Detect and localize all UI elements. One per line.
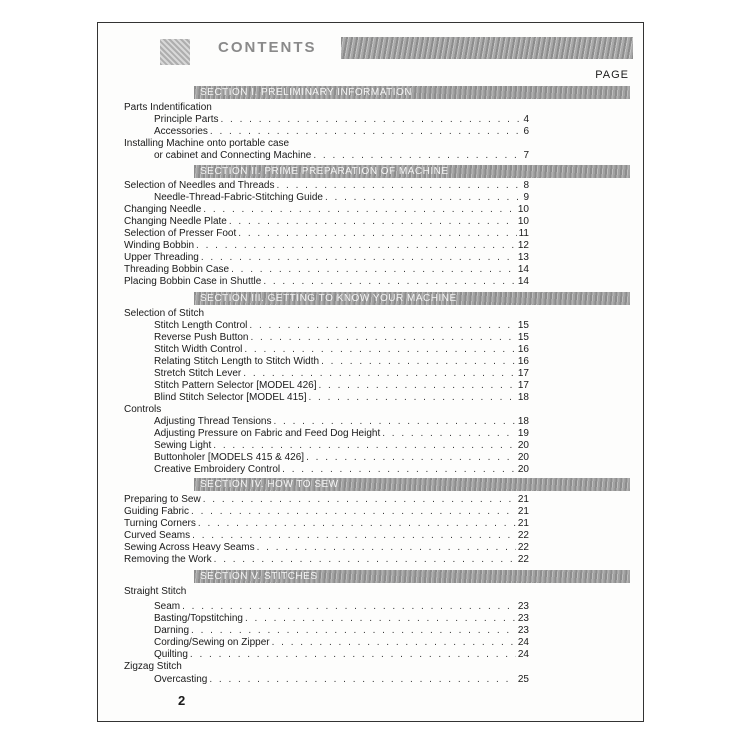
toc-entry-label: Relating Stitch Length to Stitch Width <box>154 356 320 367</box>
dot-leader <box>263 276 516 288</box>
toc-entry-page: 19 <box>517 428 529 439</box>
dot-leader <box>210 126 522 138</box>
toc-entry-label: Adjusting Pressure on Fabric and Feed Dog Height <box>154 428 381 439</box>
toc-group-heading: Straight Stitch <box>124 586 187 597</box>
toc-entry-label: Guiding Fabric <box>124 506 190 517</box>
toc-entry-label: Threading Bobbin Case <box>124 264 230 275</box>
toc-entry-label: Blind Stitch Selector [MODEL 415] <box>154 392 307 403</box>
toc-entry <box>154 637 529 649</box>
section-title: SECTION I. PRELIMINARY INFORMATION <box>200 87 413 98</box>
toc-entry-label: Seam <box>154 601 181 612</box>
toc-entry-page: 23 <box>517 601 529 612</box>
toc-entry <box>154 601 529 613</box>
toc-group-heading: Installing Machine onto portable case <box>124 138 290 149</box>
toc-entry-page: 8 <box>523 180 529 191</box>
toc-entry-label: Stretch Stitch Lever <box>154 368 242 379</box>
toc-entry-label: Needle-Thread-Fabric-Stitching Guide <box>154 192 323 203</box>
section-title: SECTION III. GETTING TO KNOW YOUR MACHINE <box>200 293 457 304</box>
toc-entry-page: 21 <box>517 494 529 505</box>
toc-entry <box>154 428 529 440</box>
dot-leader <box>238 228 516 240</box>
toc-entry-page: 16 <box>517 344 529 355</box>
dot-leader <box>257 542 516 554</box>
toc-entry-label: Sewing Across Heavy Seams <box>124 542 255 553</box>
dot-leader <box>191 625 516 637</box>
toc-entry <box>124 240 529 252</box>
toc-entry-label: or cabinet and Connecting Machine <box>154 150 312 161</box>
toc-group-heading: Zigzag Stitch <box>124 661 182 672</box>
toc-entry <box>154 126 529 138</box>
toc-entry <box>154 392 529 404</box>
toc-entry-page: 6 <box>523 126 529 137</box>
toc-entry-page: 20 <box>517 440 529 451</box>
toc-entry <box>154 150 529 162</box>
toc-entry <box>154 356 529 368</box>
section-header-3 <box>194 292 630 305</box>
dot-leader <box>203 204 516 216</box>
toc-entry <box>154 452 529 464</box>
toc-entry-label: Winding Bobbin <box>124 240 195 251</box>
dot-leader <box>244 344 516 356</box>
dot-leader <box>209 674 516 686</box>
toc-entry-page: 15 <box>517 332 529 343</box>
toc-entry-page: 14 <box>517 264 529 275</box>
toc-entry <box>154 674 529 686</box>
toc-entry <box>154 440 529 452</box>
toc-entry <box>154 649 529 661</box>
section-header-1 <box>194 86 630 99</box>
toc-entry-label: Preparing to Sew <box>124 494 201 505</box>
toc-entry-label: Darning <box>154 625 190 636</box>
dot-leader <box>198 518 516 530</box>
toc-entry-label: Quilting <box>154 649 188 660</box>
toc-entry <box>154 114 529 126</box>
toc-entry-label: Curved Seams <box>124 530 191 541</box>
toc-entry-page: 4 <box>523 114 529 125</box>
dot-leader <box>213 440 516 452</box>
toc-entry <box>124 554 529 566</box>
section-header-5 <box>194 570 630 583</box>
toc-entry-page: 16 <box>517 356 529 367</box>
dot-leader <box>308 392 515 404</box>
page-number: 2 <box>178 693 186 708</box>
toc-group-heading: Selection of Stitch <box>124 308 205 319</box>
toc-entry <box>154 625 529 637</box>
toc-entry-label: Stitch Width Control <box>154 344 243 355</box>
toc-entry-page: 22 <box>517 530 529 541</box>
toc-entry-label: Turning Corners <box>124 518 196 529</box>
toc-entry-page: 21 <box>517 506 529 517</box>
dot-leader <box>306 452 516 464</box>
toc-entry <box>154 380 529 392</box>
dot-leader <box>203 494 516 506</box>
toc-entry <box>124 204 529 216</box>
toc-entry-page: 14 <box>517 276 529 287</box>
dot-leader <box>276 180 521 192</box>
toc-entry-label: Basting/Topstitching <box>154 613 243 624</box>
dot-leader <box>251 332 516 344</box>
dot-leader <box>229 216 516 228</box>
toc-entry <box>124 216 529 228</box>
dot-leader <box>245 613 516 625</box>
toc-entry-label: Principle Parts <box>154 114 219 125</box>
toc-entry <box>154 344 529 356</box>
toc-entry <box>124 542 529 554</box>
toc-entry-label: Selection of Needles and Threads <box>124 180 275 191</box>
toc-entry <box>124 494 529 506</box>
dot-leader <box>196 240 516 252</box>
toc-entry-label: Cording/Sewing on Zipper <box>154 637 270 648</box>
toc-entry-label: Changing Needle Plate <box>124 216 227 227</box>
dot-leader <box>282 464 516 476</box>
toc-entry-page: 9 <box>523 192 529 203</box>
section-title: SECTION II. PRIME PREPARATION OF MACHINE <box>200 166 449 177</box>
toc-entry <box>124 180 529 192</box>
toc-entry-page: 20 <box>517 452 529 463</box>
section-title: SECTION IV. HOW TO SEW <box>200 479 339 490</box>
toc-entry <box>124 518 529 530</box>
toc-entry-label: Placing Bobbin Case in Shuttle <box>124 276 262 287</box>
toc-entry-label: Accessories <box>154 126 208 137</box>
toc-entry-page: 10 <box>517 216 529 227</box>
toc-group-heading: Controls <box>124 404 162 415</box>
dot-leader <box>272 637 516 649</box>
toc-entry-label: Upper Threading <box>124 252 199 263</box>
section-header-4 <box>194 478 630 491</box>
toc-entry-label: Stitch Length Control <box>154 320 248 331</box>
dot-leader <box>190 649 516 661</box>
dot-leader <box>313 150 521 162</box>
toc-entry-page: 20 <box>517 464 529 475</box>
toc-entry-page: 18 <box>517 416 529 427</box>
dot-leader <box>325 192 521 204</box>
dot-leader <box>191 506 516 518</box>
toc-entry-page: 7 <box>523 150 529 161</box>
dot-leader <box>220 114 521 126</box>
toc-entry-label: Stitch Pattern Selector [MODEL 426] <box>154 380 317 391</box>
toc-entry <box>154 320 529 332</box>
toc-entry-page: 23 <box>517 625 529 636</box>
dot-leader <box>231 264 516 276</box>
scan-mark <box>160 39 190 65</box>
toc-entry-page: 25 <box>517 674 529 685</box>
toc-entry <box>154 332 529 344</box>
toc-entry-label: Creative Embroidery Control <box>154 464 281 475</box>
toc-entry <box>124 530 529 542</box>
toc-entry-label: Selection of Presser Foot <box>124 228 237 239</box>
toc-entry-page: 13 <box>517 252 529 263</box>
page-column-label: PAGE <box>595 69 629 81</box>
toc-entry-label: Removing the Work <box>124 554 212 565</box>
toc-entry-page: 24 <box>517 637 529 648</box>
toc-entry-label: Sewing Light <box>154 440 212 451</box>
dot-leader <box>192 530 516 542</box>
toc-entry <box>154 368 529 380</box>
toc-entry-page: 23 <box>517 613 529 624</box>
toc-entry-page: 11 <box>518 228 529 239</box>
toc-entry-label: Reverse Push Button <box>154 332 249 343</box>
toc-entry-label: Adjusting Thread Tensions <box>154 416 272 427</box>
dot-leader <box>201 252 516 264</box>
toc-entry-label: Changing Needle <box>124 204 202 215</box>
toc-entry-page: 22 <box>517 554 529 565</box>
dot-leader <box>243 368 516 380</box>
toc-entry-page: 10 <box>517 204 529 215</box>
toc-entry <box>124 228 529 240</box>
toc-entry-label: Overcasting <box>154 674 208 685</box>
toc-group-heading: Parts Indentification <box>124 102 212 113</box>
dot-leader <box>249 320 515 332</box>
document-page <box>97 22 644 722</box>
dot-leader <box>321 356 516 368</box>
toc-entry <box>154 416 529 428</box>
toc-entry-page: 17 <box>517 368 529 379</box>
section-header-2 <box>194 165 630 178</box>
toc-entry-page: 12 <box>517 240 529 251</box>
toc-entry-label: Buttonholer [MODELS 415 & 426] <box>154 452 305 463</box>
toc-entry-page: 17 <box>517 380 529 391</box>
dot-leader <box>182 601 516 613</box>
toc-entry-page: 18 <box>517 392 529 403</box>
title-band <box>341 37 633 59</box>
toc-entry <box>124 252 529 264</box>
toc-entry <box>124 276 529 288</box>
toc-entry-page: 15 <box>517 320 529 331</box>
toc-entry-page: 24 <box>517 649 529 660</box>
toc-entry <box>124 264 529 276</box>
toc-entry <box>154 613 529 625</box>
dot-leader <box>382 428 516 440</box>
dot-leader <box>318 380 515 392</box>
section-title: SECTION V. STITCHES <box>200 571 318 582</box>
dot-leader <box>274 416 516 428</box>
toc-entry-page: 22 <box>517 542 529 553</box>
toc-entry <box>154 464 529 476</box>
toc-entry <box>124 506 529 518</box>
contents-title: CONTENTS <box>218 39 317 56</box>
toc-entry <box>154 192 529 204</box>
toc-entry-page: 21 <box>517 518 529 529</box>
dot-leader <box>214 554 516 566</box>
